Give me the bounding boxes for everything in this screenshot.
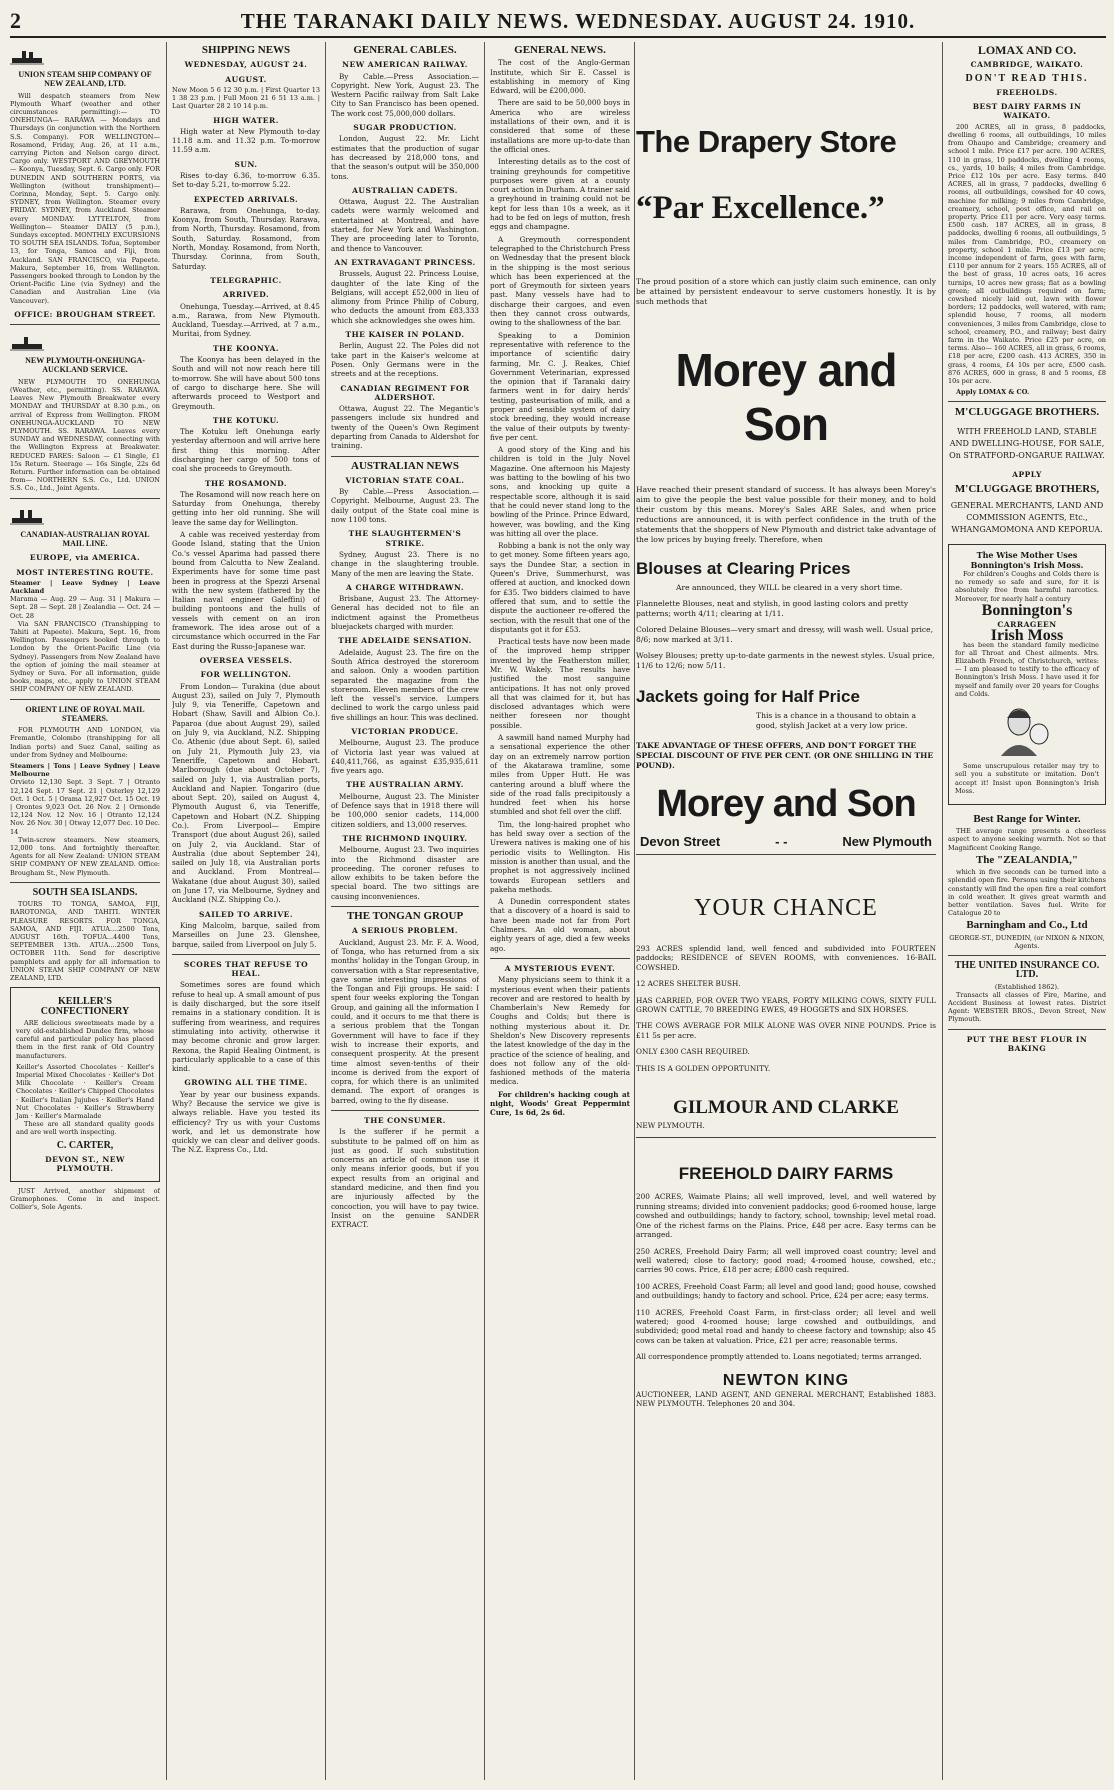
cadets-text: Ottawa, August 22. The Australian cadets were warmly welcomed and entertained at Montreal, and have started, for New York and Washington. They are proceeding later to Toronto, and thence to Vancouver. (331, 197, 479, 253)
south-sea-body: TOURS TO TONGA, SAMOA, FIJI, RAROTONGA, AND TAHITI. WINTER PLEASURE RESORTS. FOR TONGA, SAMOA, AND FIJI. ATUA....2500 Tons, AUGUST 16th. TOFUA...4400 Tons, SEPTEMBER 13th. ATUA....2500 Tons, OCTOBER 11th. Send for descriptive pamphlets and apply for all information to UNION STEAM SHIP COMPANY OF NEW ZEALAND, LTD. (10, 900, 160, 983)
bonn-body3: Some unscrupulous retailer may try to sell you a substitute or imitation. Don't accept it! Insist upon Bonnington's Irish Moss. (955, 762, 1099, 795)
mccluggage-body: WITH FREEHOLD LAND, STABLE AND DWELLING-HOUSE, FOR SALE, On STRATFORD-ONGARUE RAILWAY. (949, 426, 1105, 460)
farm-listing: THE COWS AVERAGE FOR MILK ALONE WAS OVER NINE POUNDS. Price is £11 5s per acre. (636, 1021, 936, 1040)
arrivals-heading: EXPECTED ARRIVALS. (193, 194, 299, 204)
arrivals-text: Rarawa, from Onehunga, to-day. Koonya, from South, Thursday. Rarawa, from North, Thursday. Rosamond, from South, Saturday. Rosamond, from North, Monday. Rosamond, from North, Thursday. Corinna, from South, Saturday. (172, 205, 320, 271)
kaiser-heading: THE KAISER IN POLAND. (345, 330, 465, 340)
news-paragraph: Practical tests have now been made of the improved hemp stripper invented by the Featherston miller, Mr. W. Wakely. The results have justified the most sanguine anticipations. It has not only proved all that was claimed for it, but has disclosed advantages which were neither foreseen nor thought possible. (490, 637, 630, 730)
cable-text: A cable was received yesterday from Goode Island, stating that the Union Co.'s vessel Aparima had passed there bound from Calcutta to New Zealand. Experiments have for some time past been in progress at the Spezzi Arsenal with the new system (fathered by the Italian naval engineer Galeffini) of building pontoons and the hulls of vessels with cement on an iron framework. The idea arose out of a circumstance which occurred in the Far East during the Russo-Japanese war. (172, 530, 320, 651)
steamship-icon (10, 504, 44, 526)
tongan-text: Auckland, August 23. Mr. F. A. Wood, of Tonga, who has returned from a six months' holiday in the Tongan Group, in conversation with a Star representative, gave some interesting impressions of the Tongan and Fiji groups. He said: I spent four weeks exploring the Tongan Group, and gaining all the information I could, and it occurs to me that there is a serious problem that the Tongan Government will have to face if they wish to increase their exports, and consequent prosperity. At the present time almost seven-tenths of their income is derived from the export of copra, for which there is an unlimited demand. The export of oranges is barred, owing to the fly disease. (331, 937, 479, 1105)
general-news-heading: GENERAL NEWS. (514, 44, 606, 56)
flannelette-item: Flannelette Blouses, neat and stylish, in good lasting colors and pretty patterns; worth 4/11; clearing at 1/11. (636, 599, 909, 618)
canadian-regiment-heading: CANADIAN REGIMENT FOR ALDERSHOT. (340, 383, 470, 402)
discount-offer: TAKE ADVANTAGE OF THESE OFFERS, AND DON'T FORGET THE SPECIAL DISCOUNT OF FIVE PER CENT. (OR ONE SHILLING IN THE POUND). (636, 741, 934, 770)
gilmour-and-clarke: GILMOUR AND CLARKE (673, 1097, 899, 1119)
farm-listing: 100 ACRES, Freehold Coast Farm; all level and good land; good house, cowshed and outbuildings; handy to factory and school. Price, £24 per acre; easy terms. (636, 1281, 936, 1301)
adelaide-text: Adelaide, August 23. The fire on the South Africa destroyed the storeroom and saloon. Only a wooden partition separated the magazine from the storeroom. Eleven members of the crew left the vessel's service. Lumpers declined to work the cargo unless paid five shillings an hour. This was declined. (331, 647, 479, 722)
shipping-news-heading: SHIPPING NEWS (201, 44, 291, 56)
drapery-store-advert (636, 42, 936, 1780)
coal-text: By Cable.—Press Association.—Copyright. Melbourne, August 23. The daily output of the State coal mine is now 1100 tons. (331, 487, 479, 525)
tongan-group-heading: THE TONGAN GROUP (346, 910, 464, 923)
canadian-regiment-text: Ottawa, August 22. The Megantic's passengers include six hundred and twenty of the Queen's Own Regiment departing from Canada to Aldershot for training. (331, 404, 479, 451)
morey-and-son-name: Morey and Son (656, 783, 916, 825)
lomax-sub: CAMBRIDGE, WAIKATO. (970, 60, 1084, 70)
lomax-listings: 200 ACRES, all in grass, 8 paddocks, dwelling 6 rooms, all outbuildings, 10 miles from Ohaupo and Cambridge; creamery and school 1 mile. Price £17 per acre. 190 ACRES, 110 in grass, 10 paddocks, dwelling 4 rooms, cs., yards, 10 bails; 4 miles from Cambridge. Price £12 10s per acre. Easy terms. 840 ACRES, all in grass, 7 paddocks, dwelling 6 rooms, all outbuildings, cowshed for 40 cows, machine for milking; 9 miles from Cambridge, creamery, school, post office, and rail on property. Price £11 per acre. Very easy terms. £500 cash. 187 ACRES, all in grass, 8 paddocks, dwelling 6 rooms, all outbuildings, 5 miles from Cambridge, P.O., creamery on property, school 1 mile. Price £13 per acre; income independent of farm, goes with farm, £110 per annum for 2 years. 155 ACRES, all of the best of grass, 10 acres oats, 16 acres turnips, 10 acres new grass; flat as a bowling green; all outbuildings required on farm; cowshed nicely laid out, lawn with flower borders; 12 paddocks, well watered, with ram; splendid house, 7 rooms, all modern conveniences, 3 miles from Cambridge, close to school, creamery, P.O., and railway; best dairy farm in the Waikato. Price £25 per acre, on terms. Also— 160 ACRES, all in grass, 6 rooms, £18 per acre, £200 cash. 413 ACRES, 350 in grass, 4 rooms, £4 10s per acre, £500 cash. 876 ACRES, 600 in grass, 8 and 5 rooms, £8 10s per acre. (948, 122, 1106, 386)
farm-listing: THIS IS A GOLDEN OPPORTUNITY. (636, 1063, 771, 1073)
farm-listing: 110 ACRES, Freehold Coast Farm, in first-class order; all level and well watered; good 4-roomed house; large cowshed and outbuildings, and subdivided; good metal road and handy to cheese factory and township; also 45 cows can be taken at valuation. Price, £21 per acre; reasonable terms. (636, 1307, 936, 1345)
bonn-name: Bonnington's (981, 601, 1073, 619)
produce-heading: VICTORIAN PRODUCE. (351, 727, 459, 736)
morey-town: New Plymouth (842, 834, 932, 849)
keiller-body: ARE delicious sweetmeats made by a very old-established Dundee firm, whose careful and particular policy has placed them in the first rank of Old Country manufacturers. (16, 1018, 154, 1060)
mccluggage-body2: GENERAL MERCHANTS, LAND AND COMMISSION AGENTS, Etc., WHANGAMOMONA AND KEPORUA. (950, 501, 1104, 535)
rosamond-heading: THE ROSAMOND. (204, 478, 288, 488)
news-paragraph: The cost of the Anglo-German Institute, which Sir E. Cassel is establishing in memory of King Edward, will be £200,000. (490, 58, 630, 96)
charge-text: Brisbane, August 23. The Attorney-General has decided not to file an indictment against the Prometheus bluejackets charged with murder. (331, 594, 479, 632)
arrived-text: Onehunga, Tuesday.—Arrived, at 8.45 a.m., Rarawa, from New Plymouth. Auckland, Tuesday.—Arrived, at 7 a.m., Muritai, from Sydney. (172, 301, 320, 339)
kaiser-text: Berlin, August 22. The Poles did not take part in the Kaiser's welcome at Posen. Only Germans were in the streets and at the receptions. (331, 341, 479, 379)
sailed-heading: SAILED TO ARRIVE. (198, 909, 293, 919)
mccluggage-heading: M'CLUGGAGE BROTHERS. (954, 406, 1100, 419)
railway-text: By Cable.—Press Association.—Copyright. New York, August 23. The Western Pacific railway from Salt Lake City to San Francisco has been opened. The work cost 75,000,000 dollars. (331, 71, 479, 118)
army-heading: THE AUSTRALIAN ARMY. (346, 780, 464, 790)
keiller-signoff: C. CARTER, (56, 1139, 114, 1151)
drapery-body: Have reached their present standard of success. It has always been Morey's aim to give the people the best value possible for their money, and to hold their custom by this means. Morey's Sales ARE Sales, and when price reductions are announced, it is with perfect confidence in the truth of the statements that the shoppers of New Plymouth and district take advantage of the low prices by buying freely. Therefore, when (636, 485, 936, 544)
steamship-icon (10, 44, 44, 66)
column-general-news (490, 42, 630, 1780)
flour-footer: PUT THE BEST FLOUR IN BAKING (966, 1034, 1088, 1053)
bonningtons-advert (948, 544, 1106, 805)
shipping-date: WEDNESDAY, AUGUST 24. (184, 60, 308, 70)
cadets-heading: AUSTRALIAN CADETS. (352, 185, 458, 195)
onehunga-body: NEW PLYMOUTH TO ONEHUNGA (Weather, etc., permitting). SS. RARAWA. Leaves New Plymouth Breakwater every MONDAY and THURSDAY at 8.30 p.m., on arrival of Express from Wellington. FROM ONEHUNGA-AUCKLAND TO NEW PLYMOUTH. SS. RARAWA. Leaves every SUNDAY and WEDNESDAY, connecting with the Wellington Express at Breakwater. REDUCED FARES: Saloon — £1 Single, £1 15s Return. Steerage — 16s Single, 22s 6d Return. Further information can be obtained from— NORTHERN S.S. Co., Ltd. UNION S.S. Co., Ltd., Joint Agents. (10, 377, 160, 493)
zealandia-heading: The "ZEALANDIA," (975, 853, 1079, 866)
sun-text: Rises to-day 6.36, to-morrow 6.35. Set to-day 5.21, to-morrow 5.22. (172, 170, 320, 190)
kotuku-text: The Kotuku left Onehunga early yesterday afternoon and will arrive here first thing this morning. After discharging her cargo of 500 tons of coal she proceeds to Greymouth. (172, 427, 320, 474)
orient-table-rows: Orvieto 12,130 Sept. 3 Sept. 7 | Otranto 12,124 Sept. 17 Sept. 21 | Osterley 12,129 Oct. 1 Oct. 5 | Orama 12,927 Oct. 15 Oct. 19 | Orontes 9,023 Oct. 26 Nov. 2 | Ormonde 12,124 Nov. 12 Nov. 16 | Otranto 12,124 Nov. 26 Nov. 30 | Otway 12,077 Dec. 10 Dec. 14 (10, 778, 160, 836)
general-cables-heading: GENERAL CABLES. (353, 44, 457, 56)
tongan-sub-heading: A SERIOUS PROBLEM. (351, 926, 459, 936)
cough-cure-ad: For children's hacking cough at night, Woods' Great Peppermint Cure, 1s 6d, 2s 6d. (490, 1089, 630, 1118)
bonn-irish-moss: Irish Moss (990, 627, 1064, 645)
richmond-text: Melbourne, August 23. Two inquiries into the Richmond disaster are proceeding. The coroner refuses to allow exhibits to be taken before the special board. The two sittings are causing inconveniences. (331, 845, 479, 901)
month-label: AUGUST. (225, 74, 267, 84)
sailed-text: King Malcolm, barque, sailed from Marseilles on June 23. Glenshee, barque, sailed from Liverpool on July 5. (172, 920, 320, 949)
union-office: OFFICE: BROUGHAM STREET. (14, 309, 156, 319)
news-paragraph: Interesting details as to the cost of training greyhounds for competitive purposes were given at a county court action in Durham. A trainer said a greyhound in training could not be kept for less than 10s a week, as it had to be fed on legs of mutton, fresh eggs and champagne. (490, 157, 630, 232)
column-shipping-news (172, 42, 320, 1780)
morey-street: Devon Street (640, 834, 721, 849)
adelaide-heading: THE ADELAIDE SENSATION. (338, 636, 472, 646)
growing-text: Year by year our business expands. Why? Because the service we give is always reliable. Have you tested its efficiency? Try us with your Customs work, and let us demonstrate how quickly we can clear and deliver goods. The N.Z. Express Co., Ltd. (172, 1089, 320, 1155)
arrived-heading: ARRIVED. (222, 290, 270, 300)
keiller-body2: These are all standard quality goods and are well worth inspecting. (16, 1120, 154, 1137)
masthead (10, 6, 1106, 38)
lomax-apply: Apply LOMAX & CO. (956, 388, 1030, 397)
farm-listing: 250 ACRES, Freehold Dairy Farm; all well improved coast country; level and well watered; close to factory; good road; 4-roomed house, cowshed, etc.; carries 90 cows. Price, £18 per acre; £800 cash required. (636, 1246, 936, 1275)
consumer-text: Is the sufferer if he permit a substitute to be palmed off on him as just as good. If such substitution concerns an article of common use it only means inferior goods, but if you expect results from an original and standard medicine, and then find you are injuriously affected by the concoction, you will have to pay twice. Insist on the genuine SANDER EXTRACT. (331, 1127, 479, 1230)
slaughter-text: Sydney, August 23. There is no change in the slaughtering trouble. Many of the men are leaving the State. (331, 549, 479, 578)
news-paragraph: A Greymouth correspondent telegraphed to the Christchurch Press on Wednesday that the present block in the shipping is the most serious which has been experienced at the port of Greymouth for sixteen years past. Many vessels have had to discharge their cargoes, and even then they cannot cross outwards, owing to the shallowness of the bar. (490, 234, 630, 328)
canadian-sub: EUROPE, via AMERICA. (29, 553, 141, 563)
canadian-body: Via SAN FRANCISCO (Transhipping to Tahiti at Papeete). Makura, Sept. 16, from Wellington. Passengers booked through to London by the Orient-Pacific Line (via Sydney). Passengers from New Zealand have the option of joining the mail steamer at Sydney or Suva. For all information, guide books, maps, etc., apply to UNION STEAM SHIP COMPANY OF NEW ZEALAND. (10, 619, 160, 694)
sun-heading: SUN. (234, 159, 258, 169)
bonn-carrageen: CARRAGEEN (997, 620, 1057, 630)
moon-phases: New Moon 5 6 12 30 p.m. | First Quarter 13 1 38 23 p.m. | Full Moon 21 6 51 13 a.m. | Last Quarter 28 2 10 14 p.m. (172, 85, 320, 111)
farm-listing: 293 ACRES splendid land, well fenced and subdivided into FOURTEEN paddocks; RESIDENCE of SEVEN ROOMS, with conveniences. 16-BAIL COWSHED. (636, 944, 936, 972)
keiller-heading: KEILLER'S CONFECTIONERY (40, 996, 130, 1017)
mccluggage-heading: M'CLUGGAGE BROTHERS, (954, 483, 1100, 496)
insurance-established: (Established 1862). (994, 982, 1060, 991)
barningham-heading: Barningham and Co., Ltd (966, 919, 1088, 932)
keiller-items: Keiller's Assorted Chocolates · Keiller's Imperial Mixed Chocolates · Keiller's Dot Milk Chocolate · Keiller's Cream Chocolates · Keiller's Chipped Chocolates · Keiller's Italian Jujubes · Keiller's Hand Nut Chocolates · Keiller's Strawberry Jam · Keiller's Marmalade (16, 1062, 154, 1121)
range-heading: Best Range for Winter. (973, 812, 1081, 825)
news-paragraph: There are said to be 50,000 boys in America who are wireless installations of their own, and it is considered that some of these installations are more up-to-date than the official ones. (490, 98, 630, 154)
correspondence-note: All correspondence promptly attended to. Loans negotiated; terms arranged. (636, 1352, 922, 1362)
union-heading: UNION STEAM SHIP COMPANY OF NEW ZEALAND, LTD. (18, 70, 152, 89)
lomax-heading: LOMAX AND CO. (977, 43, 1077, 57)
scores-text: Sometimes sores are found which refuse to heal up. A small amount of pus is daily discharged, but the sore itself remains in a stationary condition. It is suffering from weariness, and requires stimulating into activity, otherwise it may become chronic and grow larger. Rexona, the Rapid Healing Ointment, is particularly applicable to a case of this kind. (172, 980, 320, 1074)
steamship-icon (10, 330, 44, 352)
overseas-text: From London— Turakina (due about August 23), sailed on July 7, Plymouth July 9, via Teneriffe, Capetown and Hobart (Shaw, Savill and Albion Co.). Paparoa (due about August 29), sailed on July 9, via Auckland, N.Z. Shipping Co. Athenic (due about Sept. 6), sailed on July 21, Plymouth July 23, via Teneriffe, Capetown and Hobart. Marlborough (due about October 7), sailed on July 1, via Australian ports, Auckland and Napier. Tongariro (due about Sept. 20), sailed on August 4, Plymouth August 6, via Teneriffe, Capetown and Hobart (N.Z. Shipping Co.). From Liverpool— Empire Transport (due about August 26), sailed on July 2, via Auckland. Star of Australia (due about September 24), sailed on July 18, via Australian ports and Auckland. From Montreal— Wakatane (due about August 30), sailed on June 17, via Melbourne, Sydney and Auckland (N.Z. Shipping Co.). (172, 681, 320, 905)
newton-king: NEWTON KING (722, 1371, 850, 1389)
scores-heading: SCORES THAT REFUSE TO HEAL. (183, 959, 309, 979)
range-body2: which in five seconds can be turned into a splendid open fire. Persons using their kitchens constantly will find the open fire a real comfort in cold weather. It gives great warmth and better ventilation. Saves fuel. Write for Catalogue 20 to (948, 868, 1106, 918)
telegraphic-heading: TELEGRAPHIC. (210, 275, 282, 285)
growing-heading: GROWING ALL THE TIME. (184, 1078, 308, 1088)
mystery-heading: A MYSTERIOUS EVENT. (504, 963, 616, 973)
bonn-body: For children's Coughs and Colds there is no remedy so safe and sure, for it is absolutely free from harmful narcotics. Moreover, for nearly half a century (955, 569, 1099, 603)
column-shipping-ads (10, 42, 160, 1780)
news-paragraph: Robbing a bank is not the only way to get money. Some fifteen years ago, says the Dundee Star, a section in Queen's Drive, Summerhurst, was offered at auction, and knocked down for £35. Two bidders claimed to have offered that sum, and to settle the dispute the auctioneer re-offered the section, with the result that one of the disputants got it for £53. (490, 541, 630, 634)
keiller-address: DEVON ST., NEW PLYMOUTH. (45, 1154, 125, 1174)
gramophone-ad: JUST Arrived, another shipment of Gramophones. Come in and inspect. Collier's, Sole Agents. (10, 1186, 160, 1211)
onehunga-heading: NEW PLYMOUTH-ONEHUNGA-AUCKLAND SERVICE. (25, 356, 145, 375)
princess-heading: AN EXTRAVAGANT PRINCESS. (334, 257, 476, 267)
wolsey-item: Wolsey Blouses; pretty up-to-date garments in the newest styles. Usual price, 11/6 to 12/6; now 5/11. (636, 651, 935, 670)
farm-listing: 200 ACRES, Waimate Plains; all well improved, level, and well watered by running streams; divided into convenient paddocks; good 6-roomed house, large cowshed and outbuildings; handy to factory, school, township; level metal road. One of the richest farms on the Plains. Price, £48 per acre. Easy terms can be arranged. (636, 1192, 936, 1240)
orient-body: FOR PLYMOUTH AND LONDON, via Fremantle, Colombo (transhipping for all Indian ports) and Suez Canal, sailing as under from Sydney and Melbourne: (10, 726, 160, 759)
barningham-address: GEORGE-ST., DUNEDIN, (or NIXON & NIXON, Agents. (949, 933, 1105, 950)
farm-listing: ONLY £300 CASH REQUIRED. (636, 1047, 750, 1057)
morey-address: Devon Street - - New Plymouth (640, 834, 932, 849)
newspaper-page (10, 6, 1106, 1784)
drapery-title: The Drapery Store (636, 124, 897, 159)
farm-listing: 12 ACRES SHELTER BUSH. (636, 979, 741, 989)
drapery-intro: The proud position of a store which can justly claim such eminence, can only be attained by persistent endeavour to serve customers honestly. It is by such methods that (636, 277, 936, 306)
insurance-body: Transacts all classes of Fire, Marine, and Accident Business at lowest rates. District Agent: WEBSTER BROS., Devon Street, New Plymouth. (948, 990, 1106, 1024)
freeholds-heading: FREEHOLDS. (996, 87, 1058, 97)
jackets-heading: Jackets going for Half Price (636, 687, 860, 706)
richmond-heading: THE RICHMOND INQUIRY. (342, 833, 468, 843)
for-wellington-heading: FOR WELLINGTON. (200, 670, 292, 680)
railway-heading: NEW AMERICAN RAILWAY. (342, 60, 468, 70)
news-paragraph: A good story of the King and his children is told in the July Novel Magazine. One afternoon his Majesty was batting to the bowling of his two sons, and knocking up quite a respectable score, although it is said that he could never stand long to the bowling of the Prince. Prince Edward, however, was bowling, and the King was hitting all over the place. (490, 445, 630, 538)
range-body: THE average range presents a cheerless aspect to anyone seeking warmth. Not so that Magnificent Cooking Range. (948, 827, 1106, 852)
koonya-heading: THE KOONYA. (212, 343, 280, 353)
high-water-text: High water at New Plymouth to-day 11.18 a.m. and 11.32 p.m. To-morrow 11.59 a.m. (172, 126, 320, 155)
drapery-quote: “Par Excellence.” (636, 190, 885, 226)
news-paragraph: Speaking to a Dominion representative with reference to the importance of scientific dairy farming, Mr. C. J. Reakes, Chief Government Veterinarian, expressed the opinion that if Taranaki dairy farmers went in for dairy herds' testing, pasteurisation of milk, and a proper and sensible system of dairy stock breeding, they would increase the value of their outputs by twenty-five per cent. (490, 330, 630, 442)
best-dairy-heading: BEST DAIRY FARMS IN WAIKATO. (972, 102, 1082, 121)
news-paragraph: Tim, the long-haired prophet who has held sway over a section of the Urewera natives is making one of his periodic visits to Wellington. His mission is another than usual, and the prophet is not aggressively inclined towards European settlers and pakeha methods. (490, 819, 630, 894)
coal-heading: VICTORIAN STATE COAL. (345, 475, 465, 485)
canadian-route: MOST INTERESTING ROUTE. (16, 567, 154, 577)
lomax-tagline: DON'T READ THIS. (965, 72, 1089, 84)
slaughter-heading: THE SLAUGHTERMEN'S STRIKE. (348, 529, 462, 548)
mccluggage-apply: APPLY (1012, 469, 1042, 479)
mystery-text: Many physicians seem to think it a mysterious event when their patients recover and are restored to health by Chamberlain's New Remedy for Coughs and Colds; but there is nothing mysterious about it. Dr. Sheldon's New Discovery represents the latest knowledge of the day in the practice of the science of healing, and does not follow any of the old-fashioned methods of the materia medica. (490, 975, 630, 1087)
jackets-text: This is a chance in a thousand to obtain a good, stylish Jacket at a very low price. (756, 711, 917, 730)
morey-and-son-name: Morey and Son (675, 344, 897, 450)
rosamond-text: The Rosamond will now reach here on Saturday from Onehunga, thereby getting into her old running. She will leave the same day for Wellington. (172, 489, 320, 527)
keiller-ad (10, 987, 160, 1181)
page-number: 2 (10, 8, 21, 33)
kotuku-heading: THE KOTUKU. (212, 415, 280, 425)
column-land-ads (948, 42, 1106, 1780)
freehold-dairy-heading: FREEHOLD DAIRY FARMS (678, 1164, 894, 1184)
koonya-text: The Koonya has been delayed in the South and will not now reach here till to-morrow. She will have about 500 tons of cargo to discharge here. She will afterwards proceed to Westport and Greymouth. (172, 355, 320, 411)
newspaper-title: THE TARANAKI DAILY NEWS. WEDNESDAY. AUGUST 24. 1910. (240, 8, 916, 33)
bonn-top: The Wise Mother Uses Bonnington's Irish Moss. (970, 550, 1084, 570)
consumer-heading: THE CONSUMER. (364, 1115, 446, 1125)
union-body: Will despatch steamers from New Plymouth Wharf (weather and other circumstances permitting):— TO ONEHUNGA— RARAWA — Mondays and Thursdays (in conjunction with the Northern S.S. Company). FOR WELLINGTON— Rosamond, Friday, Aug. 26, at 11 a.m., carrying Picton and Nelson cargo direct. Cargo only. WESTPORT AND GREYMOUTH— Koonya, Tuesday, Sept. 6. Cargo only. FOR DUNEDIN AND SOUTHERN PORTS, via Wellington (without transhipment)— Corinna, Monday, Sept. 5. Cargo only. SYDNEY, from Wellington. Steamer every FRIDAY. SYDNEY, from Auckland. Steamer every MONDAY. LYTTELTON, from Wellington— Steamer DAILY (5 p.m.), Sundays excepted. MONTHLY EXCURSIONS TO SOUTH SEA ISLANDS. Tofua, September 13, for Tonga, Samoa and Fiji, from Auckland. SAN FRANCISCO, via Papeete. Makura, September 16, from Wellington. Passengers booked through to London by the Orient-Pacific Line (via Sydney) and the Canadian and Australian Line (via Vancouver). (10, 91, 160, 305)
canadian-table-header: Steamer | Leave Sydney | Leave Auckland (10, 578, 160, 595)
overseas-heading: OVERSEA VESSELS. (199, 655, 293, 665)
canadian-heading: CANADIAN-AUSTRALIAN ROYAL MAIL LINE. (20, 529, 150, 548)
canadian-table-rows: Marama — Aug. 29 — Aug. 31 | Makura — Sept. 28 — Sept. 28 | Zealandia — Oct. 24 — Oct. 28 (10, 595, 160, 620)
insurance-heading: THE UNITED INSURANCE CO. LTD. (954, 960, 1100, 981)
news-paragraph: A Dunedin correspondent states that a discovery of a hoard is said to have been made not far from Port Chalmers. An old woman, about eighty years of age, died a few weeks ago. (490, 897, 630, 953)
orient-heading: ORIENT LINE OF ROYAL MAIL STEAMERS. (25, 704, 145, 723)
produce-text: Melbourne, August 23. The produce of Victoria last year was valued at £40,411,766, as against £35,935,611 five years ago. (331, 738, 479, 776)
princess-text: Brussels, August 22. Princess Louise, daughter of the late King of the Belgians, will accept £52,000 in lieu of alimony from Prince Philip of Coburg, who deducts the amount from £83,333 which she acknowledges she owes him. (331, 269, 479, 325)
blouses-heading: Blouses at Clearing Prices (636, 559, 851, 578)
orient-table-header: Steamers | Tons | Leave Sydney | Leave Melbourne (10, 762, 160, 779)
blouses-text: Are announced, they WILL be cleared in a very short time. (676, 583, 903, 592)
army-text: Melbourne, August 23. The Minister of Defence says that in 1918 there will be 100,000 senior cadets, 114,000 citizen soldiers, and 13,000 reserves. (331, 791, 479, 829)
sugar-heading: SUGAR PRODUCTION. (353, 123, 457, 133)
your-chance-heading: YOUR CHANCE (694, 895, 878, 921)
mother-child-illustration-icon (997, 704, 1057, 756)
column-general-cables (331, 42, 479, 1780)
sugar-text: London, August 22. Mr. Licht estimates that the production of sugar has decreased by 218,000 tons, and that the season's output will be 350,000 tons. (331, 134, 479, 181)
delaine-item: Colored Delaine Blouses—very smart and dressy, will wash well. Usual price, 8/6; now marked at 3/11. (636, 625, 934, 644)
charge-heading: A CHARGE WITHDRAWN. (346, 582, 464, 592)
south-sea-heading: SOUTH SEA ISLANDS. (32, 886, 138, 898)
bonn-body2: has been the standard family medicine for all Throat and Chest ailments. Mrs. Elizabeth French, of Christchurch, writes:— I am pleased to testify to the efficacy of Bonnington's Irish Moss. I have used it for myself and family over 20 years for Coughs and Colds. (955, 640, 1099, 698)
gilmour-town: NEW PLYMOUTH. (636, 1121, 705, 1131)
newton-king-sub: AUCTIONEER, LAND AGENT, AND GENERAL MERCHANT, Established 1883. NEW PLYMOUTH. Telephones 20 and 304. (636, 1389, 936, 1408)
australian-news-heading: AUSTRALIAN NEWS (351, 459, 459, 472)
farm-listing: HAS CARRIED, FOR OVER TWO YEARS, FORTY MILKING COWS, SIXTY FULL GROWN CATTLE, 70 BREEDING EWES, 49 HOGGETS and SIX HORSES. (636, 995, 936, 1015)
high-water-heading: HIGH WATER. (213, 115, 279, 125)
orient-body2: Twin-screw steamers. New steamers, 12,000 tons. And fortnightly thereafter. Agents for all New Zealand: UNION STEAM SHIP COMPANY OF NEW ZEALAND. Office: Brougham St., New Plymouth. (10, 835, 160, 877)
news-paragraph: A sawmill hand named Murphy had a sensational experience the other day on an extremely narrow portion of the Akatarawa tramline, some miles from Upper Hutt. He was cantering around a bluff where the side of the road falls precipitously a hundred feet when his horse stumbled and shot fell over the cliff. (490, 733, 630, 817)
